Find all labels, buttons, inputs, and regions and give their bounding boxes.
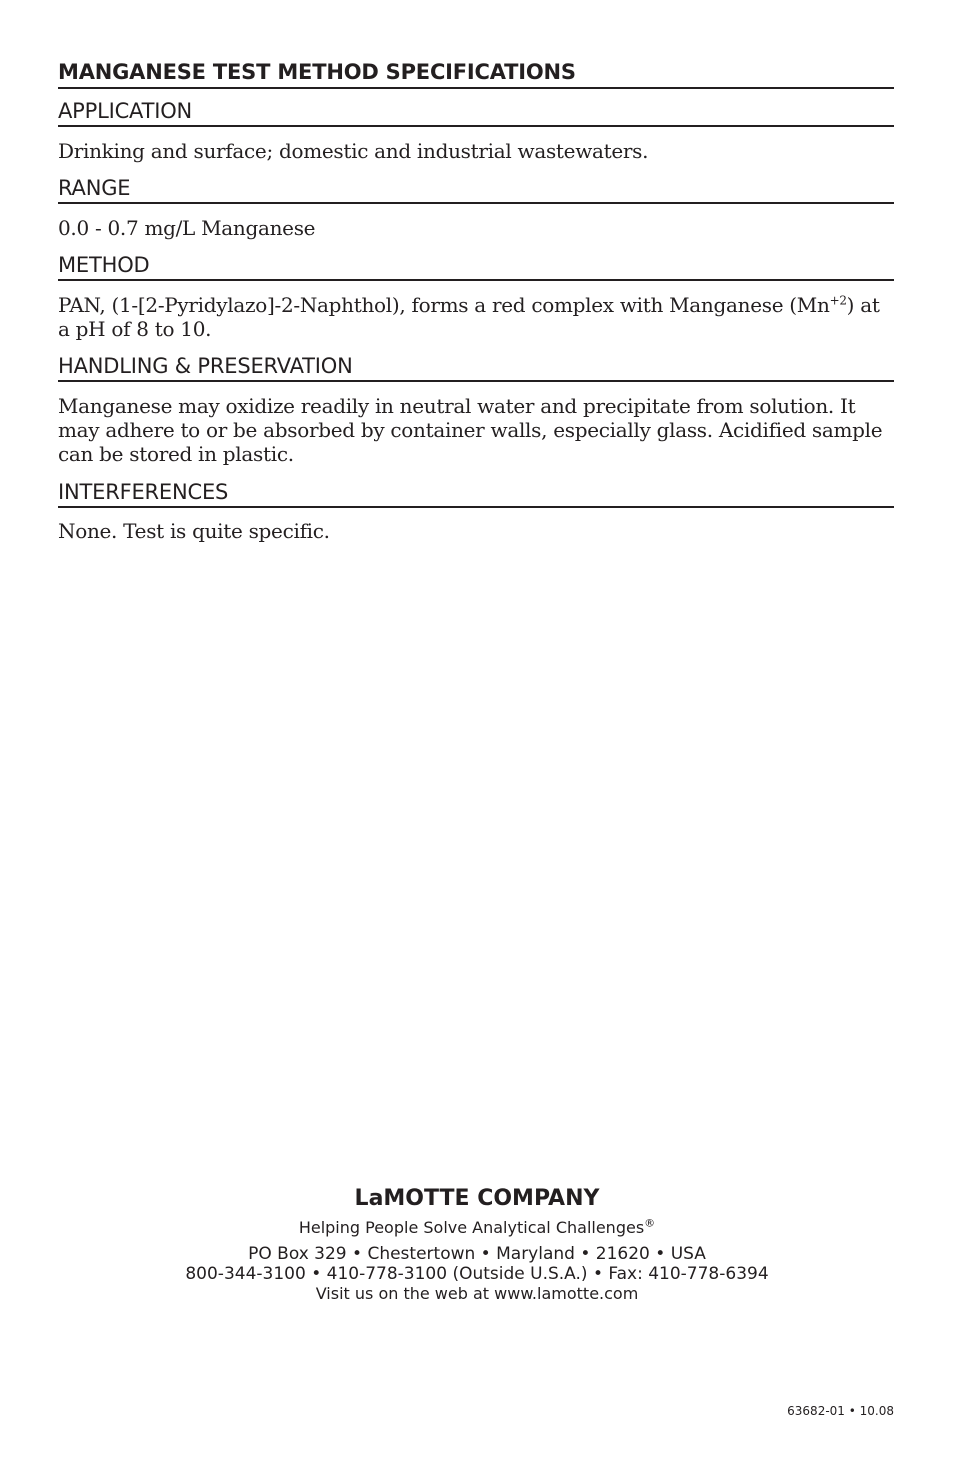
method-superscript: +2 (829, 293, 847, 308)
company-tagline (0, 1217, 954, 1239)
company-name: LaMOTTE COMPANY (354, 1186, 600, 1211)
method-text-part-2: ) at a pH of 8 to 10. (58, 293, 880, 341)
range-text: 0.0 - 0.7 mg/L Manganese (58, 216, 316, 240)
method-text-part-1: PAN, (1-[2-Pyridylazo]-2-Naphthol), forms a red complex with Manganese (Mn (58, 293, 830, 317)
application-heading: APPLICATION (58, 97, 894, 127)
document-code: 63682-01 • 10.08 (787, 1404, 894, 1418)
method-text (58, 293, 894, 341)
interferences-text: None. Test is quite specific. (58, 519, 330, 543)
tagline-text: Helping People Solve Analytical Challenges (298, 1218, 645, 1237)
page-title: MANGANESE TEST METHOD SPECIFICATIONS (58, 58, 894, 89)
registered-mark: ® (644, 1216, 656, 1230)
application-text: Drinking and surface; domestic and industrial wastewaters. (58, 139, 649, 163)
handling-text: Manganese may oxidize readily in neutral water and precipitate from solution. It may adhere to or be absorbed by container walls, especially glass. Acidified sample can be stored in plastic. (58, 394, 883, 466)
handling-heading: HANDLING & PRESERVATION (58, 352, 894, 382)
company-phones: 800-344-3100 • 410-778-3100 (Outside U.S.A.) • Fax: 410-778-6394 (185, 1264, 769, 1284)
method-heading: METHOD (58, 251, 894, 281)
company-website: Visit us on the web at www.lamotte.com (315, 1284, 639, 1303)
interferences-heading: INTERFERENCES (58, 478, 894, 508)
company-address: PO Box 329 • Chestertown • Maryland • 21620 • USA (248, 1244, 706, 1264)
range-heading: RANGE (58, 174, 894, 204)
